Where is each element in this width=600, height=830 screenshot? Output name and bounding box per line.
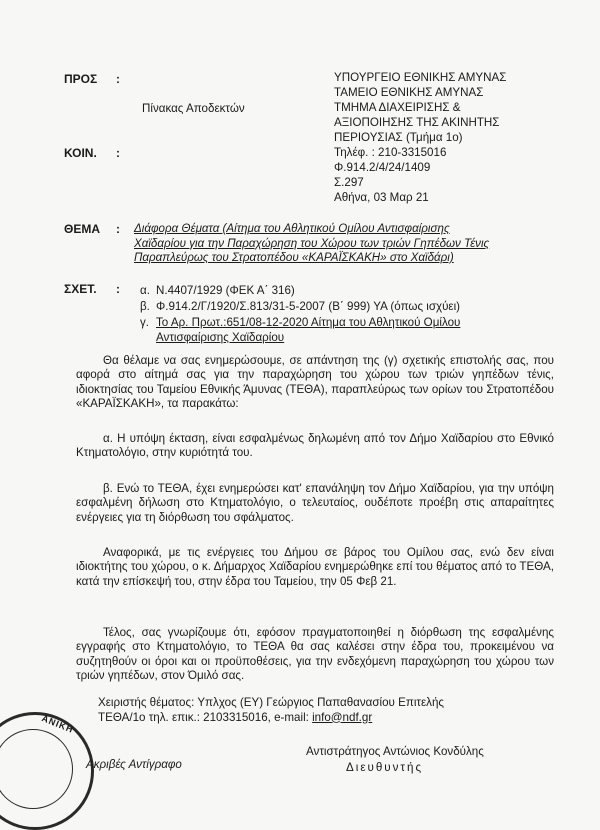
handler-line: Χειριστής θέματος: Υπλχος (ΕΥ) Γεώργιος Παπαθανασίου Επιτελής xyxy=(98,696,445,709)
body-paragraph-b: β. Ενώ το ΤΕΘΑ, έχει ενημερώσει κατ' επανάληψη τον Δήμο Χαϊδαρίου, για την υπόψη εσφαλμένη δήλωση στο Κτηματολόγιο, ο τελευταίος, ουδέποτε προέβη στις απαραίτητες ενέργειες για τη διόρθωση του σφάλματος. xyxy=(76,482,554,524)
body-paragraph-intro: Θα θέλαμε να σας ενημερώσουμε, σε απάντηση της (γ) σχετικής επιστολής σας, που αφορά στο αίτημά σας για την παραχώρηση του χώρου των τριών γηπέδων τένις, ιδιοκτησίας του Ταμείου Εθνικής Άμυνας (ΤΕΘΑ), παραπλεύρως των ορίων του Στρατοπέδου «ΚΑΡΑΪΣΚΑΚΗ», τα παρακάτω: xyxy=(76,354,554,411)
subject-line: Χαϊδαρίου για την Παραχώρηση του Χώρου των τριών Γηπέδων Τένις xyxy=(134,236,490,250)
sender-line: ΥΠΟΥΡΓΕΙΟ ΕΘΝΙΚΗΣ ΑΜΥΝΑΣ xyxy=(334,71,507,84)
reference-c-text: Το Αρ. Πρωτ.:651/08-12-2020 Αίτημα του Αθλητικού Ομίλου xyxy=(156,316,461,329)
sequence-number: Σ.297 xyxy=(334,176,364,189)
reference-c-text-continued: Αντισφαίρισης Χαϊδαρίου xyxy=(156,331,285,344)
stamp-inner-ring xyxy=(0,729,73,809)
sender-line: ΤΑΜΕΙΟ ΕΘΝΙΚΗΣ ΑΜΥΝΑΣ xyxy=(334,86,484,99)
reference-c-letter: γ. xyxy=(140,316,150,329)
certified-copy-label: Ακριβές Αντίγραφο xyxy=(86,758,182,771)
handler-contact-text: ΤΕΘΑ/1ο τηλ. επικ.: 2103315016, e-mail: xyxy=(98,710,313,724)
phone: Τηλέφ. : 210-3315016 xyxy=(334,146,447,159)
pros-colon: : xyxy=(116,72,120,86)
sender-line: ΠΕΡΙΟΥΣΙΑΣ (Τμήμα 1ο) xyxy=(334,131,463,144)
stamp-ring-text: ΑΝΙΚΗ xyxy=(40,713,76,735)
subject-line: Διάφορα Θέματα (Αίτημα του Αθλητικού Ομίλου Αντισφαίρισης xyxy=(134,222,450,235)
koin-label: ΚΟΙΝ. xyxy=(64,146,97,160)
reference-b-text: Φ.914.2/Γ/1920/Σ.813/31-5-2007 (Β΄ 999) ΥΑ (όπως ισχύει) xyxy=(156,300,461,313)
handler-block xyxy=(98,696,444,725)
subject-colon: : xyxy=(116,222,120,236)
references-colon: : xyxy=(116,282,120,296)
handler-contact xyxy=(98,711,444,726)
subject-label: ΘΕΜΑ xyxy=(64,222,100,236)
body-paragraph-a: α. Η υπόψη έκταση, είναι εσφαλμένως δηλωμένη από τον Δήμο Χαϊδαρίου στο Εθνικό Κτηματολόγιο, στην κυριότητά του. xyxy=(76,432,554,460)
reference-a-text: Ν.4407/1929 (ΦΕΚ Α΄ 316) xyxy=(156,284,295,297)
sender-block xyxy=(334,70,506,205)
signatory-name: Αντιστράτηγος Αντώνιος Κονδύλης xyxy=(306,745,484,758)
sender-line: ΑΞΙΟΠΟΙΗΣΗΣ ΤΗΣ ΑΚΙΝΗΤΗΣ xyxy=(334,116,500,129)
file-number: Φ.914.2/4/24/1409 xyxy=(334,161,431,174)
signatory-title: Διευθυντής xyxy=(346,761,424,774)
subject-text xyxy=(134,222,489,266)
references-label: ΣΧΕΤ. xyxy=(64,282,97,296)
email-link[interactable]: info@ndf.gr xyxy=(312,710,373,724)
subject-line: Παραπλεύρως του Στρατοπέδου «ΚΑΡΑΪΣΚΑΚΗ» στο Χαϊδάρι) xyxy=(134,251,454,264)
body-paragraph-mayor: Αναφορικά, με τις ενέργειες του Δήμου σε βάρος του Ομίλου σας, ενώ δεν είναι ιδιοκτήτης του χώρου, ο κ. Δήμαρχος Χαϊδαρίου ενημερώθηκε επί του θέματος από το ΤΕΘΑ, κατά την επίσκεψή του, στην έδρα του Ταμείου, την 05 Φεβ 21. xyxy=(76,546,554,588)
place-date: Αθήνα, 03 Μαρ 21 xyxy=(334,191,429,204)
reference-a-letter: α. xyxy=(140,284,150,297)
official-stamp xyxy=(0,712,94,830)
pros-label: ΠΡΟΣ xyxy=(64,72,98,86)
pros-value: Πίνακας Αποδεκτών xyxy=(142,102,245,115)
koin-colon: : xyxy=(116,146,120,160)
reference-b-letter: β. xyxy=(140,300,150,313)
sender-line: ΤΜΗΜΑ ΔΙΑΧΕΙΡΙΣΗΣ & xyxy=(334,101,461,114)
body-paragraph-closing: Τέλος, σας γνωρίζουμε ότι, εφόσον πραγματοποιηθεί η διόρθωση της εσφαλμένης εγγραφής στο Κτηματολόγιο, το ΤΕΘΑ θα σας καλέσει στην έδρα του, προκειμένου να συζητηθούν οι όροι και οι προϋποθέσεις, για την ενδεχόμενη παραχώρηση του χώρου των τριών γηπέδων, στον Όμιλό σας. xyxy=(76,626,554,683)
